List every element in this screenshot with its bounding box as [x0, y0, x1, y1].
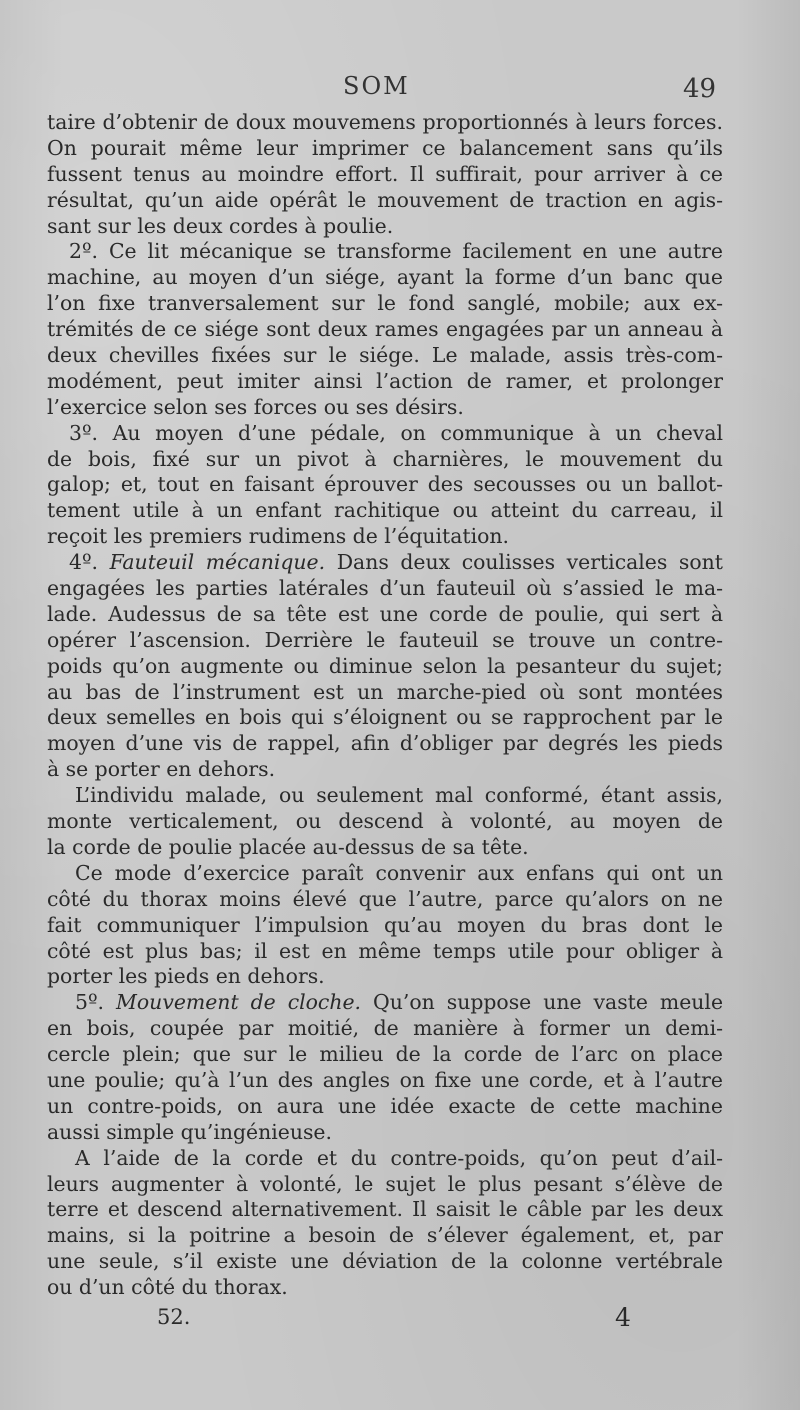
section-number: 5º. [75, 990, 105, 1015]
text-line: terre et descend alternativement. Il saisit le câble par les deux [47, 1197, 723, 1222]
text-line: trémités de ce siége sont deux rames engagées par un anneau à [47, 317, 723, 342]
section-number: 4º. [69, 550, 99, 575]
text-line: en bois, coupée par moitié, de manière à former un demi- [47, 1016, 723, 1041]
signature-mark: 52. [157, 1305, 191, 1329]
text-line: monte verticalement, ou descend à volonté, au moyen de [47, 809, 723, 834]
text-line: résultat, qu’un aide opérât le mouvement de traction en agis- [47, 187, 723, 212]
text-line: moyen d’une vis de rappel, afin d’obliger par degrés les pieds [47, 731, 723, 756]
text-line: à se porter en dehors. [47, 757, 276, 782]
section-heading-line [47, 550, 723, 576]
text-line: engagées les parties latérales d’un fauteuil où s’assied le ma- [47, 576, 723, 601]
text-line: deux semelles en bois qui s’éloignent ou se rapprochent par le [47, 705, 723, 730]
page-number: 49 [683, 74, 717, 104]
text-line: taire d’obtenir de doux mouvemens proportionnés à leurs forces. [47, 110, 723, 134]
text-line: galop; et, tout en faisant éprouver des secousses ou un ballot- [47, 472, 723, 497]
text-line: la corde de poulie placée au-dessus de sa tête. [47, 834, 529, 859]
text-line: côté du thorax moins élevé que l’autre, parce qu’alors on ne [47, 886, 723, 911]
text-line: poids qu’on augmente ou diminue selon la pesanteur du sujet; [47, 653, 723, 678]
text-line: cercle plein; que sur le milieu de la corde de l’arc on place [47, 1042, 723, 1067]
gathering-mark: 4 [615, 1303, 631, 1332]
text-line: de bois, fixé sur un pivot à charnières, le mouvement du [47, 446, 723, 471]
text-line: 2º. Ce lit mécanique se transforme facilement en une autre [69, 239, 723, 264]
text-line: deux chevilles fixées sur le siége. Le malade, assis très-com- [47, 343, 723, 368]
text-line: tement utile à un enfant rachitique ou atteint du carreau, il [47, 498, 723, 523]
text-line: L’individu malade, ou seulement mal conformé, étant assis, [75, 783, 723, 808]
text-line: 3º. Au moyen d’une pédale, on communique à un cheval [69, 420, 723, 445]
text-line: modément, peut imiter ainsi l’action de ramer, et prolonger [47, 368, 723, 393]
text-line: opérer l’ascension. Derrière le fauteuil se trouve un contre- [47, 627, 723, 652]
text-line: sant sur les deux cordes à poulie. [47, 213, 394, 238]
text-line: machine, au moyen d’un siége, ayant la forme d’un banc que [47, 265, 723, 290]
text-span: Qu’on suppose une vaste meule [373, 990, 723, 1015]
text-line: lade. Audessus de sa tête est une corde de poulie, qui sert à [47, 601, 723, 626]
running-title: SOM [343, 72, 410, 100]
text-line: On pourait même leur imprimer ce balancement sans qu’ils [47, 135, 723, 160]
running-head [0, 72, 800, 106]
body-text [47, 110, 723, 1301]
text-line: Ce mode d’exercice paraît convenir aux enfans qui ont un [75, 860, 723, 885]
text-line: l’on fixe tranversalement sur le fond sanglé, mobile; aux ex- [47, 291, 723, 316]
text-line: l’exercice selon ses forces ou ses désirs. [47, 394, 464, 419]
section-heading-line [47, 990, 723, 1016]
text-line: aussi simple qu’ingénieuse. [47, 1119, 332, 1144]
page-footer [0, 1305, 800, 1339]
text-line: ou d’un côté du thorax. [47, 1275, 288, 1300]
section-heading: Fauteuil mécanique. [109, 550, 326, 575]
text-span: Dans deux coulisses verticales sont [336, 550, 723, 575]
text-line: mains, si la poitrine a besoin de s’élever également, et, par [47, 1223, 723, 1248]
text-line: leurs augmenter à volonté, le sujet le plus pesant s’élève de [47, 1171, 723, 1196]
text-line: au bas de l’instrument est un marche-pied où sont montées [47, 679, 723, 704]
section-heading: Mouvement de cloche. [116, 990, 362, 1015]
text-line: une seule, s’il existe une déviation de la colonne vertébrale [47, 1249, 723, 1274]
text-line: côté est plus bas; il est en même temps utile pour obliger à [47, 938, 723, 963]
text-line: une poulie; qu’à l’un des angles on fixe une corde, et à l’autre [47, 1067, 723, 1092]
text-line: reçoit les premiers rudimens de l’équitation. [47, 524, 509, 549]
text-line: fussent tenus au moindre effort. Il suffirait, pour arriver à ce [47, 161, 723, 186]
text-line: un contre-poids, on aura une idée exacte de cette machine [47, 1093, 723, 1118]
text-line: A l’aide de la corde et du contre-poids, qu’on peut d’ail- [75, 1145, 723, 1170]
text-line: porter les pieds en dehors. [47, 964, 325, 989]
text-line: fait communiquer l’impulsion qu’au moyen du bras dont le [47, 912, 723, 937]
